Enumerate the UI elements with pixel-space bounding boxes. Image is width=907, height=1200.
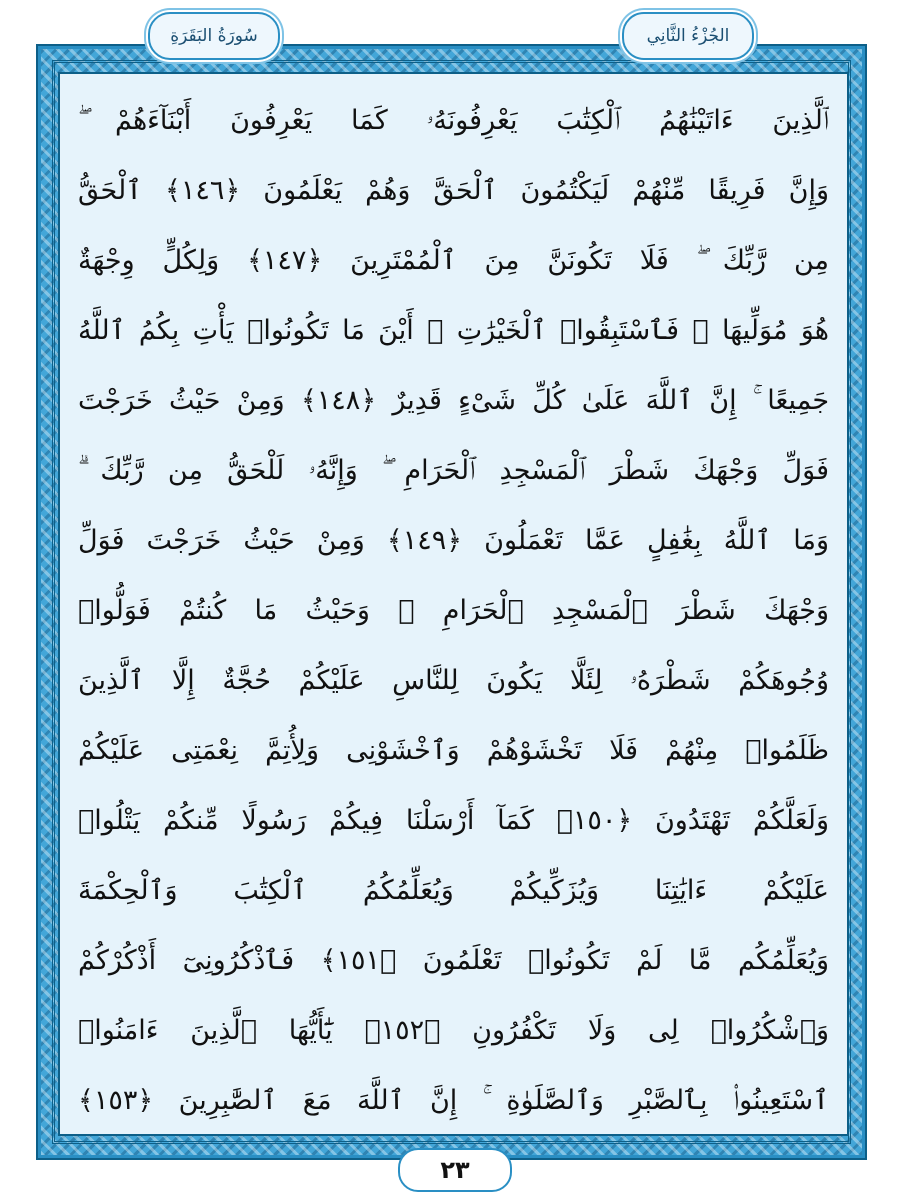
verse-line-3: مِن رَّبِّكَ ۖ فَلَا تَكُونَنَّ مِنَ ٱلْمُمْتَرِينَ ﴿١٤٧﴾ وَلِكُلٍّ وِجْهَةٌ	[78, 245, 829, 276]
verse-line-9: وُجُوهَكُمْ شَطْرَهُۥ لِئَلَّا يَكُونَ لِلنَّاسِ عَلَيْكُمْ حُجَّةٌ إِلَّا ٱلَّذِينَ	[78, 665, 829, 696]
verse-line-6: فَوَلِّ وَجْهَكَ شَطْرَ ٱلْمَسْجِدِ ٱلْحَرَامِ ۖ وَإِنَّهُۥ لَلْحَقُّ مِن رَّبِّكَ ۗ	[78, 455, 829, 486]
verse-line-5: جَمِيعًا ۚ إِنَّ ٱللَّهَ عَلَىٰ كُلِّ شَىْءٍ قَدِيرٌ ﴿١٤٨﴾ وَمِنْ حَيْثُ خَرَجْتَ	[78, 385, 829, 416]
verse-line-7: وَمَا ٱللَّهُ بِغَٰفِلٍ عَمَّا تَعْمَلُونَ ﴿١٤٩﴾ وَمِنْ حَيْثُ خَرَجْتَ فَوَلِّ	[78, 525, 829, 556]
surah-name: سُورَةُ البَقَرَةِ	[170, 26, 258, 46]
verse-line-4: هُوَ مُوَلِّيهَا ۖ فَٱسْتَبِقُوا۟ ٱلْخَيْرَٰتِ ۚ أَيْنَ مَا تَكُونُوا۟ يَأْتِ بِكُمُ ٱللَّهُ	[78, 315, 829, 346]
verse-line-1: ٱلَّذِينَ ءَاتَيْنَٰهُمُ ٱلْكِتَٰبَ يَعْرِفُونَهُۥ كَمَا يَعْرِفُونَ أَبْنَآءَهُمْ ۖ	[78, 105, 829, 136]
juz-name: الجُزْءُ الثَّانِي	[646, 26, 730, 46]
verse-line-8: وَجْهَكَ شَطْرَ ٱلْمَسْجِدِ ٱلْحَرَامِ ۚ وَحَيْثُ مَا كُنتُمْ فَوَلُّوا۟	[78, 595, 829, 626]
verse-line-11: وَلَعَلَّكُمْ تَهْتَدُونَ ﴿١٥٠﴾ كَمَآ أَرْسَلْنَا فِيكُمْ رَسُولًا مِّنكُمْ يَتْلُوا۟	[78, 805, 829, 836]
verse-line-15: ٱسْتَعِينُوا۟ بِٱلصَّبْرِ وَٱلصَّلَوٰةِ ۚ إِنَّ ٱللَّهَ مَعَ ٱلصَّٰبِرِينَ ﴿١٥٣﴾	[78, 1085, 829, 1116]
verse-line-2: وَإِنَّ فَرِيقًا مِّنْهُمْ لَيَكْتُمُونَ ٱلْحَقَّ وَهُمْ يَعْلَمُونَ ﴿١٤٦﴾ ٱلْحَقُّ	[78, 175, 829, 206]
verse-line-12: عَلَيْكُمْ ءَايَٰتِنَا وَيُزَكِّيكُمْ وَيُعَلِّمُكُمُ ٱلْكِتَٰبَ وَٱلْحِكْمَةَ	[78, 875, 829, 906]
page-number-text: ٢٣	[440, 1156, 470, 1184]
page-number	[398, 1148, 512, 1192]
verse-line-10: ظَلَمُوا۟ مِنْهُمْ فَلَا تَخْشَوْهُمْ وَٱخْشَوْنِى وَلِأُتِمَّ نِعْمَتِى عَلَيْكُمْ	[78, 735, 829, 766]
juz-name-cartouche	[622, 12, 754, 60]
verse-line-13: وَيُعَلِّمُكُم مَّا لَمْ تَكُونُوا۟ تَعْلَمُونَ ﴿١٥١﴾ فَٱذْكُرُونِىٓ أَذْكُرْكُمْ	[78, 945, 829, 976]
verse-line-14: وَٱشْكُرُوا۟ لِى وَلَا تَكْفُرُونِ ﴿١٥٢﴾ يَٰٓأَيُّهَا ٱلَّذِينَ ءَامَنُوا۟	[78, 1015, 829, 1046]
surah-name-cartouche	[148, 12, 280, 60]
